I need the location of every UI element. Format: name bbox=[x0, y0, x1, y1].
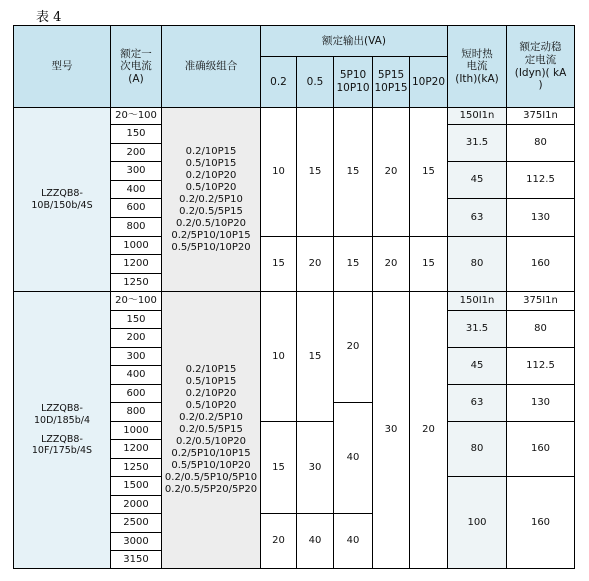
output-cell: 20 bbox=[410, 292, 448, 569]
ith-cell: 63 bbox=[448, 199, 507, 237]
current-cell: 3000 bbox=[111, 533, 162, 551]
current-cell: 600 bbox=[111, 385, 162, 403]
ith-cell: 45 bbox=[448, 162, 507, 199]
output-cell: 15 bbox=[261, 422, 297, 514]
idyn-cell: 112.5 bbox=[507, 162, 575, 199]
output-cell: 20 bbox=[261, 514, 297, 569]
current-cell: 200 bbox=[111, 329, 162, 348]
ith-cell: 150I1n bbox=[448, 108, 507, 125]
current-cell: 150 bbox=[111, 311, 162, 329]
idyn-cell: 160 bbox=[507, 237, 575, 292]
current-cell: 300 bbox=[111, 162, 162, 181]
output-cell: 15 bbox=[334, 237, 373, 292]
output-cell: 40 bbox=[334, 403, 373, 514]
header-out-10p20: 10P20 bbox=[410, 57, 448, 108]
ith-cell: 100 bbox=[448, 477, 507, 569]
header-ith: 短时热 电流 (Ith)(kA) bbox=[448, 26, 507, 108]
ith-cell: 45 bbox=[448, 348, 507, 385]
idyn-cell: 160 bbox=[507, 422, 575, 477]
model-cell: LZZQB8-10D/185b/4 LZZQB8-10F/175b/4S bbox=[14, 292, 111, 569]
header-accuracy: 准确级组合 bbox=[162, 26, 261, 108]
idyn-cell: 130 bbox=[507, 199, 575, 237]
idyn-cell: 375I1n bbox=[507, 292, 575, 311]
current-cell: 20～100 bbox=[111, 292, 162, 311]
current-cell: 2000 bbox=[111, 496, 162, 514]
idyn-cell: 80 bbox=[507, 311, 575, 348]
output-cell: 20 bbox=[297, 237, 334, 292]
idyn-cell: 160 bbox=[507, 477, 575, 569]
output-cell: 10 bbox=[261, 108, 297, 237]
current-cell: 2500 bbox=[111, 514, 162, 533]
table-caption: 表 4 bbox=[36, 10, 62, 25]
output-cell: 15 bbox=[410, 237, 448, 292]
output-cell: 15 bbox=[410, 108, 448, 237]
output-cell: 15 bbox=[261, 237, 297, 292]
output-cell: 40 bbox=[297, 514, 334, 569]
ith-cell: 63 bbox=[448, 385, 507, 422]
ith-cell: 31.5 bbox=[448, 311, 507, 348]
header-out-02: 0.2 bbox=[261, 57, 297, 108]
ith-cell: 80 bbox=[448, 422, 507, 477]
ith-cell: 31.5 bbox=[448, 125, 507, 162]
header-rated-current: 额定一 次电流 (A) bbox=[111, 26, 162, 108]
header-model: 型号 bbox=[14, 26, 111, 108]
current-cell: 20～100 bbox=[111, 108, 162, 125]
model-cell: LZZQB8-10B/150b/4S bbox=[14, 108, 111, 292]
current-cell: 400 bbox=[111, 366, 162, 385]
current-cell: 400 bbox=[111, 181, 162, 199]
idyn-cell: 80 bbox=[507, 125, 575, 162]
output-cell: 15 bbox=[297, 108, 334, 237]
current-cell: 300 bbox=[111, 348, 162, 366]
current-cell: 1250 bbox=[111, 459, 162, 477]
current-cell: 800 bbox=[111, 218, 162, 237]
output-cell: 20 bbox=[373, 237, 410, 292]
header-out-05: 0.5 bbox=[297, 57, 334, 108]
current-cell: 1000 bbox=[111, 422, 162, 440]
ith-cell: 80 bbox=[448, 237, 507, 292]
current-cell: 1500 bbox=[111, 477, 162, 496]
current-cell: 600 bbox=[111, 199, 162, 218]
idyn-cell: 130 bbox=[507, 385, 575, 422]
output-cell: 20 bbox=[334, 292, 373, 403]
header-out-5p15: 5P15 10P15 bbox=[373, 57, 410, 108]
output-cell: 20 bbox=[373, 108, 410, 237]
output-cell: 10 bbox=[261, 292, 297, 422]
output-cell: 15 bbox=[297, 292, 334, 422]
output-cell: 40 bbox=[334, 514, 373, 569]
current-cell: 200 bbox=[111, 144, 162, 162]
spec-table bbox=[13, 25, 575, 569]
accuracy-combos: 0.2/10P15 0.5/10P15 0.2/10P20 0.5/10P20 0.2/0.2/5P10 0.2/0.5/5P15 0.2/0.5/10P20 0.2/5P10/10P15 0.5/5P10/10P20 bbox=[162, 108, 261, 292]
header-output: 额定输出(VA) bbox=[261, 26, 448, 57]
current-cell: 150 bbox=[111, 125, 162, 144]
current-cell: 1000 bbox=[111, 237, 162, 255]
current-cell: 1200 bbox=[111, 255, 162, 274]
output-cell: 30 bbox=[373, 292, 410, 569]
idyn-cell: 375I1n bbox=[507, 108, 575, 125]
idyn-cell: 112.5 bbox=[507, 348, 575, 385]
current-cell: 1250 bbox=[111, 274, 162, 292]
current-cell: 1200 bbox=[111, 440, 162, 459]
current-cell: 800 bbox=[111, 403, 162, 422]
accuracy-combos: 0.2/10P15 0.5/10P15 0.2/10P20 0.5/10P20 0.2/0.2/5P10 0.2/0.5/5P15 0.2/0.5/10P20 0.2/5P10/10P15 0.5/5P10/10P20 0.2/0.5/5P10/5P10 0.2/0.5/5P20/5P20 bbox=[162, 292, 261, 569]
header-out-5p10: 5P10 10P10 bbox=[334, 57, 373, 108]
header-idyn: 额定动稳 定电流 (Idyn)( kA ) bbox=[507, 26, 575, 108]
ith-cell: 150I1n bbox=[448, 292, 507, 311]
output-cell: 15 bbox=[334, 108, 373, 237]
current-cell: 3150 bbox=[111, 551, 162, 569]
output-cell: 30 bbox=[297, 422, 334, 514]
